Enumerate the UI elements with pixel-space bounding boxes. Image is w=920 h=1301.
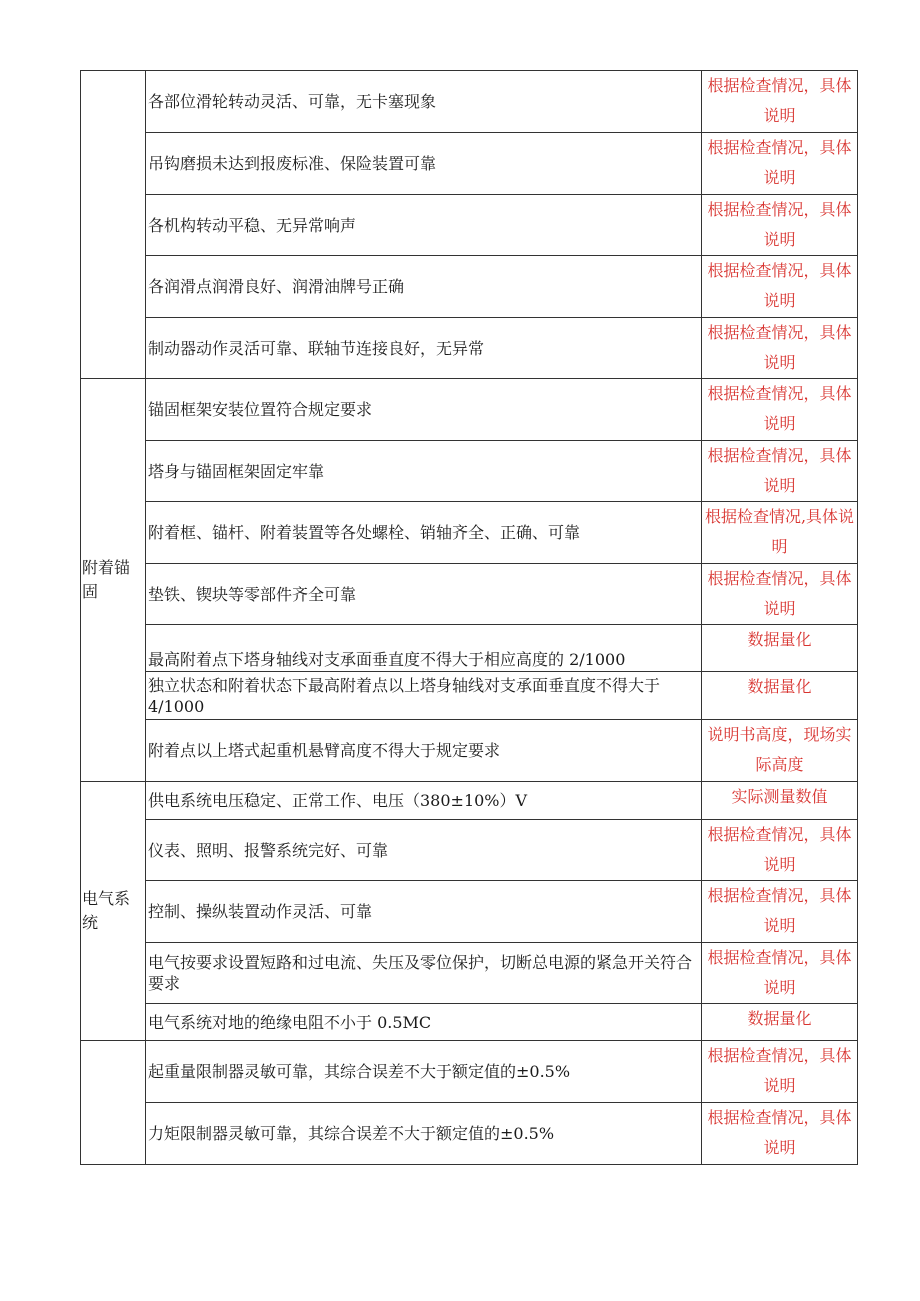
- requirement-cell: 各机构转动平稳、无异常响声: [146, 195, 702, 256]
- table-row: [81, 1041, 858, 1103]
- requirement-cell: 力矩限制器灵敏可靠，其综合误差不大于额定值的±0.5%: [146, 1103, 702, 1165]
- requirement-cell: 各润滑点润滑良好、润滑油牌号正确: [146, 256, 702, 318]
- note-cell: 根据检查情况，具体说明: [702, 71, 858, 133]
- requirement-cell: 电气按要求设置短路和过电流、失压及零位保护，切断总电源的紧急开关符合要求: [146, 943, 702, 1004]
- table-row: [81, 318, 858, 379]
- note-cell: 根据检查情况，具体说明: [702, 441, 858, 502]
- requirement-cell: 吊钩磨损未达到报废标准、保险装置可靠: [146, 133, 702, 195]
- note-cell: 说明书高度，现场实际高度: [702, 720, 858, 782]
- table-row: [81, 782, 858, 820]
- note-cell: 根据检查情况，具体说明: [702, 820, 858, 881]
- table-row: [81, 502, 858, 564]
- requirement-cell: 附着框、锚杆、附着装置等各处螺栓、销轴齐全、正确、可靠: [146, 502, 702, 564]
- requirement-cell: 附着点以上塔式起重机悬臂高度不得大于规定要求: [146, 720, 702, 782]
- table-row: [81, 881, 858, 943]
- table-row: [81, 379, 858, 441]
- category-cell: 附着锚固: [81, 379, 146, 782]
- table-row: [81, 1103, 858, 1165]
- inspection-table-container: [80, 70, 857, 1165]
- table-row: [81, 195, 858, 256]
- category-cell: 电气系统: [81, 782, 146, 1041]
- requirement-cell: 制动器动作灵活可靠、联轴节连接良好，无异常: [146, 318, 702, 379]
- table-row: [81, 672, 858, 720]
- requirement-cell: 锚固框架安装位置符合规定要求: [146, 379, 702, 441]
- note-cell: 数据量化: [702, 1004, 858, 1041]
- note-cell: 数据量化: [702, 672, 858, 720]
- requirement-cell: 供电系统电压稳定、正常工作、电压（380±10%）V: [146, 782, 702, 820]
- note-cell: 根据检查情况，具体说明: [702, 256, 858, 318]
- note-cell: 根据检查情况，具体说明: [702, 379, 858, 441]
- table-row: [81, 256, 858, 318]
- requirement-cell: 各部位滑轮转动灵活、可靠，无卡塞现象: [146, 71, 702, 133]
- requirement-cell: 仪表、照明、报警系统完好、可靠: [146, 820, 702, 881]
- requirement-cell: 最高附着点下塔身轴线对支承面垂直度不得大于相应高度的 2/1000: [146, 625, 702, 672]
- note-cell: 根据检查情况，具体说明: [702, 1103, 858, 1165]
- requirement-cell: 独立状态和附着状态下最高附着点以上塔身轴线对支承面垂直度不得大于 4/1000: [146, 672, 702, 720]
- note-cell: 数据量化: [702, 625, 858, 672]
- inspection-table: [80, 70, 858, 1165]
- table-row: [81, 441, 858, 502]
- table-row: [81, 943, 858, 1004]
- note-cell: 根据检查情况，具体说明: [702, 943, 858, 1004]
- requirement-cell: 塔身与锚固框架固定牢靠: [146, 441, 702, 502]
- note-cell: 根据检查情况，具体说明: [702, 133, 858, 195]
- requirement-cell: 垫铁、锲块等零部件齐全可靠: [146, 564, 702, 625]
- note-cell: 根据检查情况，具体说明: [702, 195, 858, 256]
- category-cell: [81, 71, 146, 379]
- note-cell: 实际测量数值: [702, 782, 858, 820]
- note-cell: 根据检查情况，具体说明: [702, 564, 858, 625]
- category-cell: [81, 1041, 146, 1165]
- table-row: [81, 564, 858, 625]
- table-row: [81, 625, 858, 672]
- table-row: [81, 720, 858, 782]
- requirement-cell: 控制、操纵装置动作灵活、可靠: [146, 881, 702, 943]
- table-row: [81, 1004, 858, 1041]
- requirement-cell: 电气系统对地的绝缘电阻不小于 0.5MC: [146, 1004, 702, 1041]
- note-cell: 根据检查情况，具体说明: [702, 318, 858, 379]
- note-cell: 根据检查情况，具体说明: [702, 881, 858, 943]
- table-row: [81, 71, 858, 133]
- note-cell: 根据检查情况,具体说明: [702, 502, 858, 564]
- table-row: [81, 133, 858, 195]
- requirement-cell: 起重量限制器灵敏可靠，其综合误差不大于额定值的±0.5%: [146, 1041, 702, 1103]
- table-row: [81, 820, 858, 881]
- note-cell: 根据检查情况，具体说明: [702, 1041, 858, 1103]
